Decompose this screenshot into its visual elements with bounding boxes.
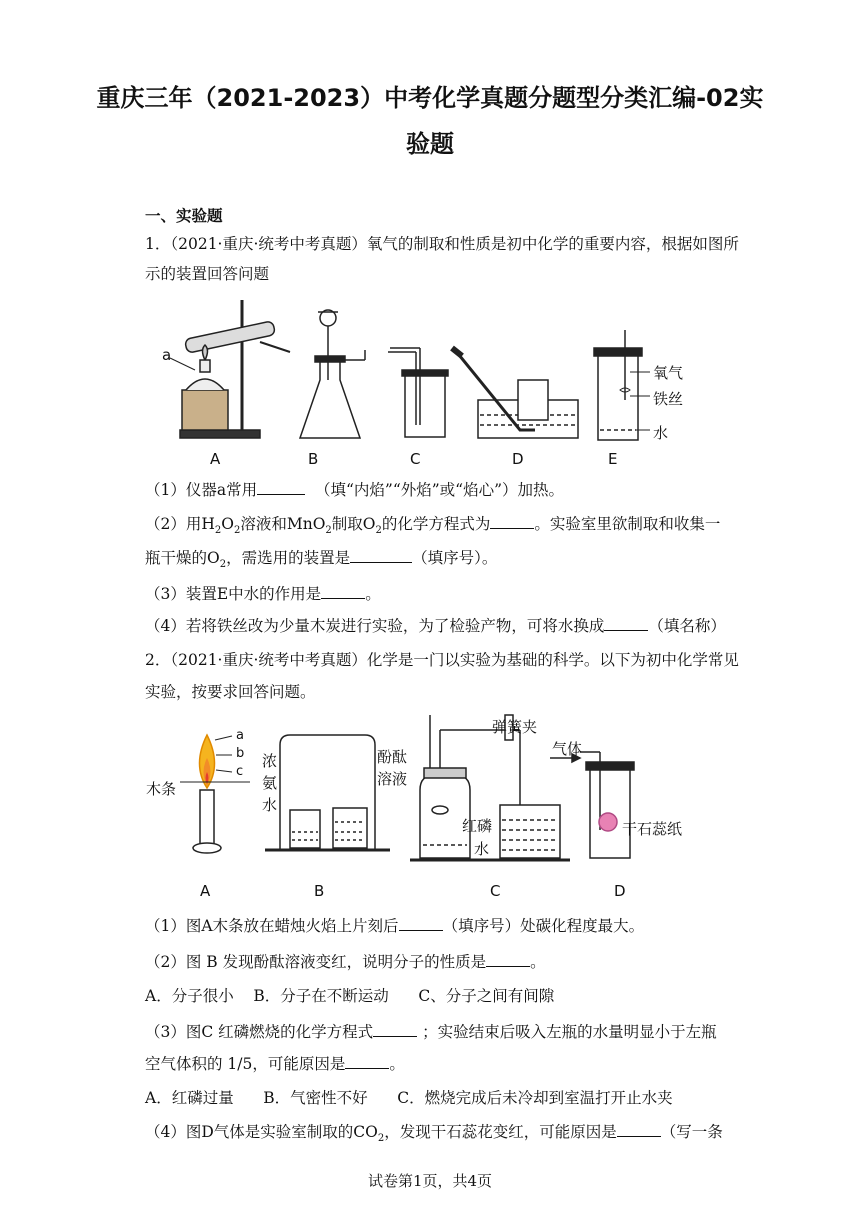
- q1-part4: [145, 614, 726, 636]
- q2-p3-b: ；实验结束后吸入左瓶的水量明显小于左瓶: [422, 1023, 717, 1041]
- q2-part3-line1: [145, 1020, 717, 1042]
- q2-label-b: b: [236, 746, 245, 761]
- q1-label-water: 水: [653, 424, 669, 442]
- q2-part3-blank1[interactable]: [373, 1021, 417, 1038]
- q2-label-gas: 气体: [552, 740, 583, 758]
- q1-p2-g: 制取O: [331, 515, 376, 533]
- q2-fig-label-A: A: [200, 882, 211, 900]
- q2-p3-c: 空气体积的 1/5，可能原因是: [145, 1055, 346, 1073]
- q2-label-a: a: [236, 728, 244, 743]
- q1-part4-blank[interactable]: [604, 615, 648, 632]
- q2-p4-b: 2: [377, 1133, 385, 1145]
- q1-p2-c: O: [221, 515, 234, 533]
- q1-fig-label-A: A: [210, 450, 221, 468]
- q1-label-oxygen: 氧气: [653, 364, 684, 382]
- q2-fig-label-D: D: [614, 882, 626, 900]
- q2-p3-d: 。: [389, 1055, 405, 1073]
- q2-label-clip: 弹簧夹: [492, 718, 538, 736]
- q1-label-wire: 铁丝: [653, 390, 684, 408]
- q1-part3-blank[interactable]: [321, 583, 365, 600]
- q2-p1-b: （填序号）处碳化程度最大。: [442, 917, 645, 935]
- q2-part2-options: A．分子很小 B．分子在不断运动 C、分子之间有间隙: [145, 987, 555, 1005]
- q1-p3-b: 。: [365, 585, 381, 603]
- q1-label-a: a: [162, 346, 172, 364]
- q2-fig-label-C: C: [490, 882, 501, 900]
- q2-part3-options: A．红磷过量 B．气密性不好 C．燃烧完成后未冷却到室温打开止水夹: [145, 1089, 673, 1107]
- q1-p2-d: 2: [233, 525, 241, 537]
- q1-fig-label-E: E: [608, 450, 618, 468]
- q1-p2-e: 溶液和MnO: [240, 515, 326, 533]
- q2-stem-line1: 2．（2021·重庆·统考中考真题）化学是一门以实验为基础的科学。以下为初中化学常见: [145, 651, 739, 669]
- q2-label-stick: 木条: [146, 780, 177, 798]
- document-title-line1: 重庆三年（2021-2023）中考化学真题分题型分类汇编-02实: [96, 84, 764, 112]
- q1-part3: [145, 582, 381, 604]
- q1-part1-text-a: （1）仪器a常用: [145, 481, 258, 499]
- q1-part1: [145, 478, 564, 500]
- page-footer: 试卷第1页，共4页: [367, 1172, 493, 1190]
- q2-stem-line2: 实验，按要求回答问题。: [145, 683, 316, 701]
- q2-part4-blank[interactable]: [617, 1121, 661, 1138]
- q2-p1-a: （1）图A木条放在蜡烛火焰上片刻后: [145, 917, 399, 935]
- q2-label-ammonia-3: 水: [262, 796, 278, 814]
- q2-part2: [145, 950, 546, 972]
- document-title-line2: 验题: [406, 130, 454, 158]
- q2-part4: [145, 1120, 723, 1144]
- q1-p2-a: （2）用H: [145, 515, 215, 533]
- q1-stem-line1: 1．（2021·重庆·统考中考真题）氧气的制取和性质是初中化学的重要内容，根据如图所: [145, 235, 739, 253]
- q1-fig-label-B: B: [308, 450, 319, 468]
- q1-p2-i: 的化学方程式为: [381, 515, 491, 533]
- q1-part2-line2: [145, 546, 497, 570]
- q1-p2-n: （填序号）。: [412, 549, 498, 567]
- q2-part3-line2: [145, 1052, 405, 1074]
- q1-stem-line2: 示的装置回答问题: [145, 265, 270, 283]
- q1-p2-m: ，需选用的装置是: [226, 549, 351, 567]
- q2-fig-label-B: B: [314, 882, 325, 900]
- q2-part2-blank[interactable]: [486, 951, 530, 968]
- q2-p4-d: （写一条: [660, 1123, 723, 1141]
- section-heading: 一、实验题: [145, 207, 223, 225]
- q1-part2-line1: [145, 512, 720, 536]
- q2-label-phenol-1: 酚酞: [377, 748, 408, 766]
- q2-apparatus-figure: [140, 710, 740, 880]
- q2-label-phenol-2: 溶液: [377, 770, 408, 788]
- q1-p2-b: 2: [214, 525, 222, 537]
- q2-p4-c: ，发现干石蕊花变红，可能原因是: [384, 1123, 617, 1141]
- q1-p3-a: （3）装置E中水的作用是: [145, 585, 322, 603]
- q2-label-red-phosphorus: 红磷: [462, 817, 493, 835]
- q2-p3-a: （3）图C 红磷燃烧的化学方程式: [145, 1023, 374, 1041]
- q1-fig-label-C: C: [410, 450, 421, 468]
- q2-part1-blank[interactable]: [399, 915, 443, 932]
- q1-part2-blank2[interactable]: [350, 547, 412, 564]
- q1-p2-k: 瓶干燥的O: [145, 549, 220, 567]
- q2-p2-b: 。: [530, 953, 546, 971]
- q1-p2-h: 2: [375, 525, 382, 537]
- q2-label-ammonia-1: 浓: [262, 752, 278, 770]
- q2-label-ammonia-2: 氨: [262, 774, 278, 792]
- q1-p2-l: 2: [219, 559, 227, 571]
- q1-part1-blank[interactable]: [257, 479, 305, 496]
- q1-apparatus-figure: [150, 290, 710, 470]
- q1-part2-blank1[interactable]: [490, 513, 534, 530]
- q1-p4-a: （4）若将铁丝改为少量木炭进行实验，为了检验产物，可将水换成: [145, 617, 605, 635]
- q2-p4-a: （4）图D气体是实验室制取的CO: [145, 1123, 378, 1141]
- q2-label-water: 水: [474, 840, 490, 858]
- q1-fig-label-D: D: [512, 450, 524, 468]
- q1-p2-j: 。实验室里欲制取和收集一: [534, 515, 721, 533]
- q1-p4-b: （填名称）: [648, 617, 726, 635]
- q2-p2-a: （2）图 B 发现酚酞溶液变红，说明分子的性质是: [145, 953, 487, 971]
- q1-p2-f: 2: [325, 525, 332, 537]
- q1-part1-text-b: （填“内焰”“外焰”或“焰心”）加热。: [314, 481, 565, 499]
- q2-part1: [145, 914, 644, 936]
- q2-part3-blank2[interactable]: [345, 1053, 389, 1070]
- q2-label-c: c: [236, 764, 244, 779]
- q2-label-litmus: 干石蕊纸: [622, 820, 683, 838]
